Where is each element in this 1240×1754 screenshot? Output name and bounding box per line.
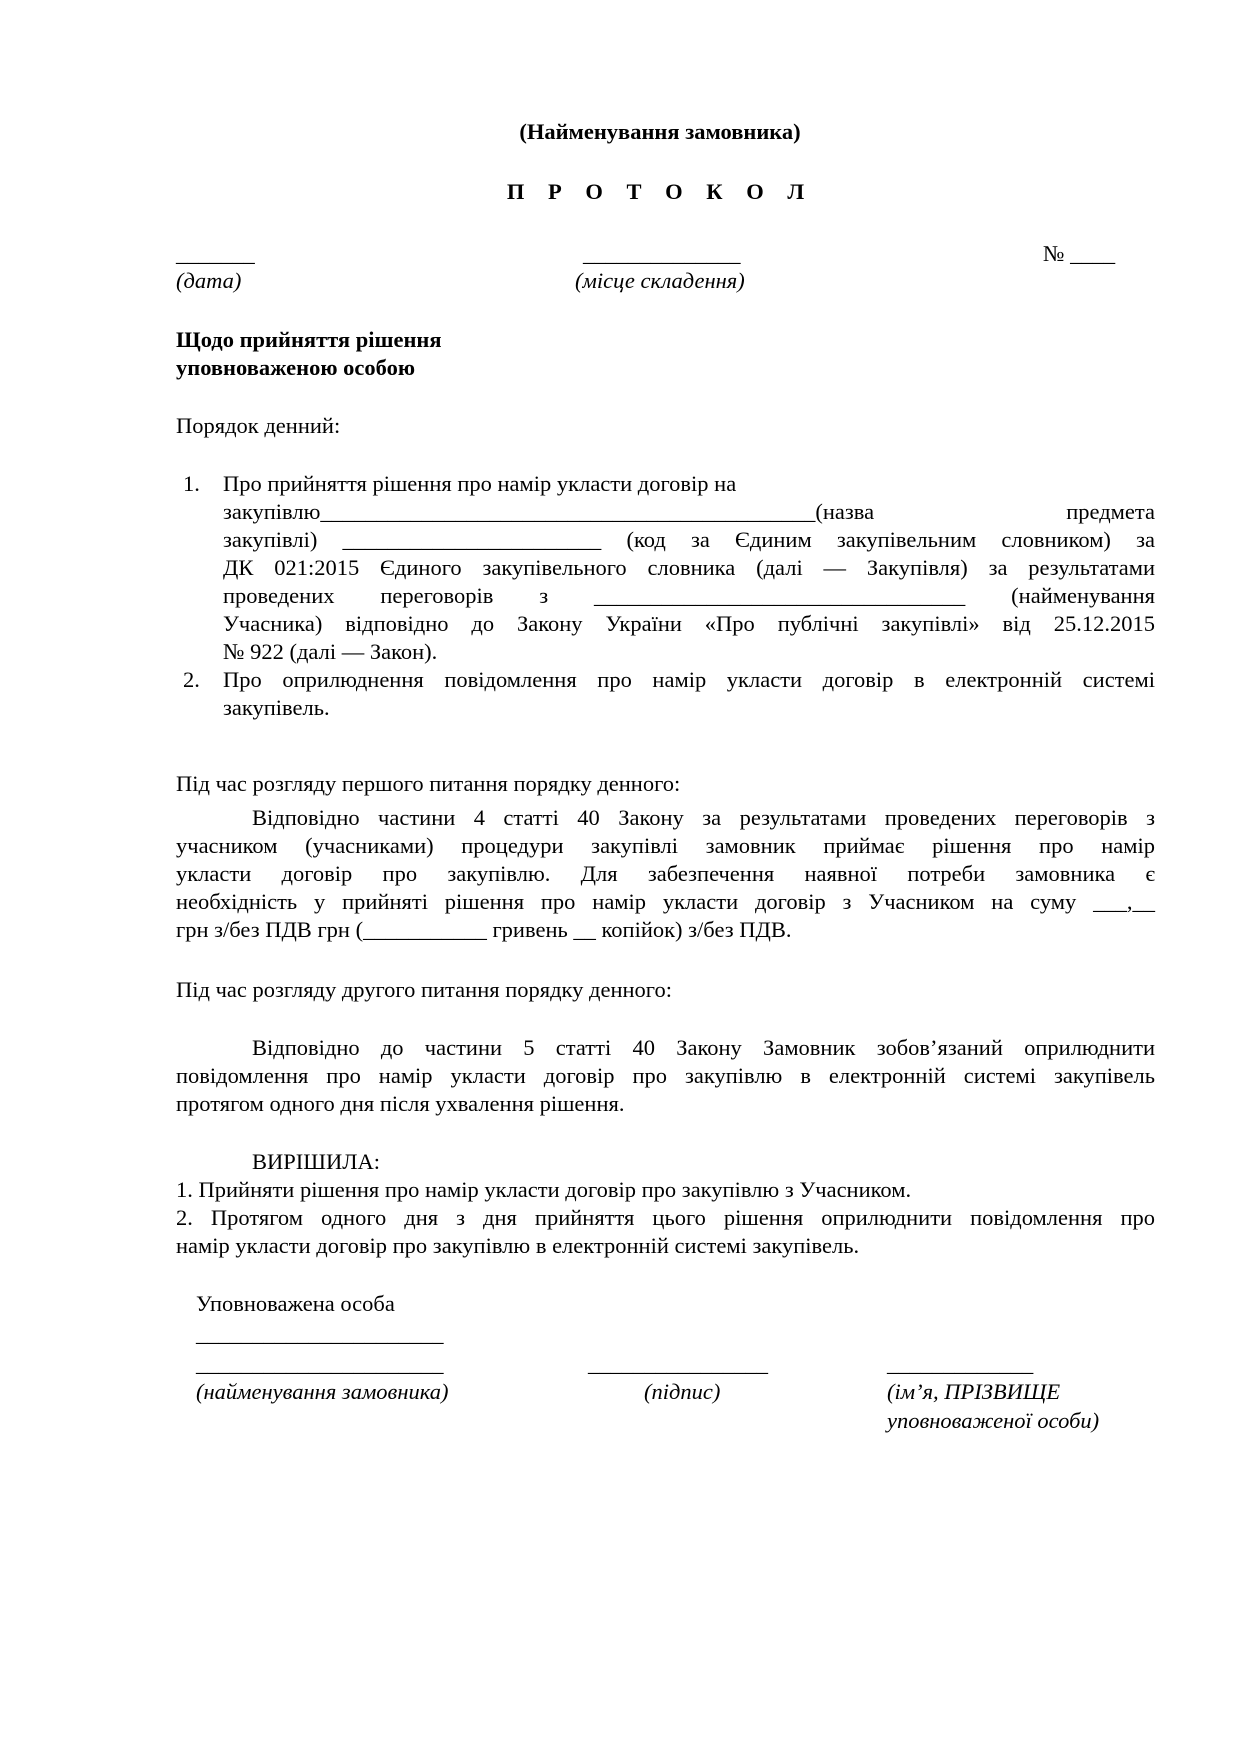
signature-blank-name: _____________ — [887, 1351, 1034, 1376]
label-person-name-2: уповноваженої особи) — [887, 1408, 1100, 1433]
signature-blank-1: ______________________ — [196, 1321, 444, 1346]
agenda-item-line: закупівлю____________________________________________(назва предмета — [223, 499, 1155, 524]
body-line: учасником (учасниками) процедури закупівлі замовник приймає рішення про намір — [176, 833, 1155, 858]
date-label: (дата) — [176, 268, 242, 293]
first-question-heading: Під час розгляду першого питання порядку денного: — [176, 771, 681, 796]
agenda-item-line: Про прийняття рішення про намір укласти договір на — [223, 471, 737, 496]
agenda-item-line: проведених переговорів з _________________________________ (найменування — [223, 583, 1155, 608]
place-blank: ______________ — [583, 241, 741, 266]
body-line: грн з/без ПДВ грн (___________ гривень __ копійок) з/без ПДВ. — [176, 917, 792, 942]
agenda-item-line: закупівлі) _______________________ (код за Єдиним закупівельним словником) за — [223, 527, 1155, 552]
body-line: Відповідно до частини 5 статті 40 Закону Замовник зобов’язаний оприлюднити — [252, 1035, 1155, 1060]
label-person-name-1: (ім’я, ПРІЗВИЩЕ — [887, 1379, 1061, 1404]
document-title: П Р О Т О К О Л — [506, 179, 814, 204]
decision-line: 1. Прийняти рішення про намір укласти договір про закупівлю з Учасником. — [176, 1177, 912, 1202]
customer-name-placeholder: (Найменування замовника) — [519, 119, 801, 144]
label-customer-name: (найменування замовника) — [196, 1379, 449, 1404]
agenda-item-number: 2. — [183, 667, 200, 692]
agenda-item — [176, 470, 1155, 666]
decision-line: 2. Протягом одного дня з дня прийняття цього рішення оприлюднити повідомлення про — [176, 1205, 1155, 1230]
agenda-item — [176, 666, 1155, 722]
second-question-body — [176, 1034, 1155, 1118]
body-line: необхідність у прийняті рішення про намір укласти договір з Учасником на суму ___,__ — [176, 889, 1155, 914]
body-line: Відповідно частини 4 статті 40 Закону за результатами проведених переговорів з — [252, 805, 1155, 830]
subject-line-1: Щодо прийняття рішення — [176, 327, 442, 352]
agenda-item-line: Про оприлюднення повідомлення про намір укласти договір в електронній системі — [223, 667, 1155, 692]
body-line: укласти договір про закупівлю. Для забезпечення наявної потреби замовника є — [176, 861, 1155, 886]
signature-heading: Уповноважена особа — [196, 1291, 395, 1316]
second-question-heading: Під час розгляду другого питання порядку денного: — [176, 977, 672, 1002]
first-question-body — [176, 804, 1155, 944]
body-line: протягом одного дня після ухвалення рішення. — [176, 1091, 625, 1116]
subject-line-2: уповноваженою особою — [176, 355, 416, 380]
decision-heading: ВИРІШИЛА: — [252, 1149, 380, 1174]
decision-line: намір укласти договір про закупівлю в електронній системі закупівель. — [176, 1233, 860, 1258]
agenda-item-line: ДК 021:2015 Єдиного закупівельного словника (далі — Закупівля) за результатами — [223, 555, 1155, 580]
agenda-item-number: 1. — [183, 471, 200, 496]
date-blank: _______ — [176, 241, 255, 266]
decision-body — [176, 1176, 1155, 1260]
agenda-heading: Порядок денний: — [176, 413, 341, 438]
agenda-item-line: № 922 (далі — Закон). — [223, 639, 438, 664]
agenda-list — [176, 470, 1155, 722]
label-signature: (підпис) — [644, 1379, 721, 1404]
agenda-item-line: закупівель. — [223, 695, 330, 720]
agenda-item-line: Учасника) відповідно до Закону України «Про публічні закупівлі» від 25.12.2015 — [223, 611, 1155, 636]
signature-blank-customer: ______________________ — [196, 1351, 444, 1376]
place-label: (місце складення) — [575, 268, 745, 293]
signature-blank-sign: ________________ — [588, 1351, 768, 1376]
body-line: повідомлення про намір укласти договір про закупівлю в електронній системі закупівель — [176, 1063, 1155, 1088]
number-label: № ____ — [1043, 241, 1116, 266]
